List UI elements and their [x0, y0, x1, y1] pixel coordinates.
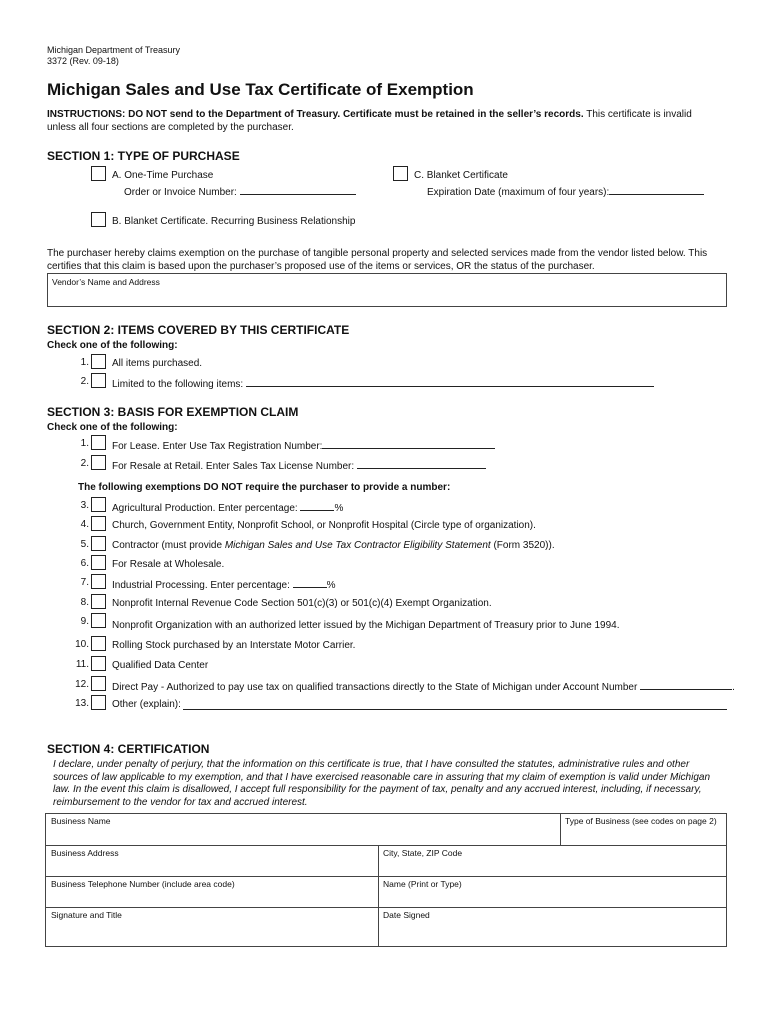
- instructions-line2: unless all four sections are completed by the purchaser.: [47, 122, 294, 133]
- item-number: 6.: [80, 558, 89, 569]
- order-number-line: [240, 184, 356, 195]
- name-print-label: Name (Print or Type): [383, 879, 462, 889]
- phone-label: Business Telephone Number (include area code): [51, 879, 235, 889]
- one-time-purchase-label: A. One-Time Purchase: [112, 170, 214, 181]
- item-number: 2.: [80, 458, 89, 469]
- resale-wholesale-checkbox[interactable]: [91, 555, 106, 570]
- irc-501c-checkbox[interactable]: [91, 594, 106, 609]
- recurring-blanket-checkbox[interactable]: [91, 212, 106, 227]
- limited-items-checkbox[interactable]: [91, 373, 106, 388]
- lease-line: [322, 438, 495, 449]
- nonprofit-letter-checkbox[interactable]: [91, 613, 106, 628]
- expiration-date-label: Expiration Date (maximum of four years):: [427, 187, 610, 198]
- expiration-date-line: [609, 184, 704, 195]
- name-print-field[interactable]: [379, 877, 726, 906]
- form-revision: 3372 (Rev. 09-18): [47, 56, 119, 66]
- item-number: 5.: [80, 539, 89, 550]
- limited-items-label: Limited to the following items:: [112, 379, 244, 390]
- business-name-field[interactable]: [46, 814, 559, 844]
- percent-suffix: %: [334, 503, 344, 514]
- rolling-stock-checkbox[interactable]: [91, 636, 106, 651]
- business-type-label: Type of Business (see codes on page 2): [565, 816, 717, 826]
- irc-501c-label: Nonprofit Internal Revenue Code Section 501(c)(3) or 501(c)(4) Exempt Organization.: [112, 598, 492, 609]
- agricultural-field[interactable]: [112, 500, 343, 515]
- item-number: 3.: [80, 500, 89, 511]
- signature-field[interactable]: [46, 908, 377, 946]
- date-signed-label: Date Signed: [383, 910, 430, 920]
- declaration-line-4: reimbursement to the vendor for tax and accrued interest.: [53, 796, 308, 808]
- direct-pay-suffix: .: [732, 682, 735, 693]
- limited-items-line: [246, 376, 654, 387]
- agricultural-label: Agricultural Production. Enter percentage:: [112, 503, 298, 514]
- item-number: 11.: [75, 659, 89, 670]
- section1-heading: SECTION 1: TYPE OF PURCHASE: [47, 149, 240, 163]
- contractor-text: Contractor (must provide: [112, 540, 225, 551]
- phone-field[interactable]: [46, 877, 377, 906]
- direct-pay-field[interactable]: [112, 679, 735, 694]
- business-name-label: Business Name: [51, 816, 111, 826]
- other-explain-line[interactable]: [183, 709, 727, 710]
- contractor-label: [112, 539, 555, 552]
- direct-pay-line: [640, 679, 732, 690]
- vendor-name-address-field[interactable]: [47, 273, 727, 307]
- resale-retail-checkbox[interactable]: [91, 455, 106, 470]
- city-state-zip-field[interactable]: [379, 846, 726, 875]
- limited-items-field[interactable]: [112, 376, 654, 391]
- item-number: 12.: [75, 679, 89, 690]
- item-number: 8.: [80, 597, 89, 608]
- agricultural-checkbox[interactable]: [91, 497, 106, 512]
- expiration-date-field[interactable]: [427, 184, 704, 199]
- contractor-checkbox[interactable]: [91, 536, 106, 551]
- agency-name: Michigan Department of Treasury: [47, 45, 181, 55]
- section2-heading: SECTION 2: ITEMS COVERED BY THIS CERTIFICATE: [47, 323, 350, 337]
- order-number-label: Order or Invoice Number:: [124, 187, 237, 198]
- industrial-label: Industrial Processing. Enter percentage:: [112, 580, 290, 591]
- item-number: 2.: [80, 376, 89, 387]
- blanket-certificate-label: C. Blanket Certificate: [414, 170, 508, 181]
- contractor-form-ref: (Form 3520)).: [490, 540, 555, 551]
- recurring-blanket-label: B. Blanket Certificate. Recurring Business Relationship: [112, 216, 356, 227]
- instructions: [47, 108, 737, 134]
- section2-check-one: Check one of the following:: [47, 340, 178, 351]
- data-center-label: Qualified Data Center: [112, 660, 209, 671]
- declaration-line-3: law. In the event this claim is disallowed, I accept full responsibility for the payment of tax, penalty and any accrued interest, including, if necessary,: [53, 784, 702, 795]
- declaration: [53, 759, 743, 809]
- blanket-certificate-checkbox[interactable]: [393, 166, 408, 181]
- vendor-label: Vendor’s Name and Address: [52, 277, 160, 287]
- resale-retail-line: [357, 458, 486, 469]
- item-number: 1.: [80, 438, 89, 449]
- section3-heading: SECTION 3: BASIS FOR EXEMPTION CLAIM: [47, 405, 299, 419]
- business-address-label: Business Address: [51, 848, 119, 858]
- order-number-field[interactable]: [124, 184, 356, 199]
- resale-retail-field[interactable]: [112, 458, 486, 473]
- claim-line-1: The purchaser hereby claims exemption on the purchase of tangible personal property and selected services made from the vendor listed below. This: [47, 248, 708, 259]
- percent-suffix: %: [326, 580, 336, 591]
- claim-statement: [47, 247, 747, 273]
- date-signed-field[interactable]: [379, 908, 726, 946]
- item-number: 10.: [75, 639, 89, 650]
- resale-wholesale-label: For Resale at Wholesale.: [112, 559, 225, 570]
- direct-pay-checkbox[interactable]: [91, 676, 106, 691]
- direct-pay-label: Direct Pay - Authorized to pay use tax on qualified transactions directly to the State of Michigan under Account Number: [112, 682, 638, 693]
- other-checkbox[interactable]: [91, 695, 106, 710]
- item-number: 1.: [80, 357, 89, 368]
- all-items-label: All items purchased.: [112, 358, 203, 369]
- data-center-checkbox[interactable]: [91, 656, 106, 671]
- item-number: 13.: [75, 698, 89, 709]
- other-label: Other (explain):: [112, 699, 181, 710]
- industrial-checkbox[interactable]: [91, 574, 106, 589]
- agricultural-line: [300, 500, 334, 511]
- rolling-stock-label: Rolling Stock purchased by an Interstate Motor Carrier.: [112, 640, 356, 651]
- lease-field[interactable]: [112, 438, 495, 453]
- section4-heading: SECTION 4: CERTIFICATION: [47, 742, 210, 756]
- item-number: 4.: [80, 519, 89, 530]
- business-type-field[interactable]: [561, 814, 726, 844]
- nonprofit-entity-label: Church, Government Entity, Nonprofit School, or Nonprofit Hospital (Circle type of organization).: [112, 520, 536, 531]
- item-number: 7.: [80, 577, 89, 588]
- claim-line-2: certifies that this claim is based upon the purchaser’s proposed use of the items or services, OR the status of the purchaser.: [47, 261, 595, 272]
- no-number-note: The following exemptions DO NOT require the purchaser to provide a number:: [78, 482, 451, 493]
- contractor-statement-title: Michigan Sales and Use Tax Contractor Eligibility Statement: [224, 540, 491, 551]
- nonprofit-letter-label: Nonprofit Organization with an authorized letter issued by the Michigan Department of Treasury prior to June 1994.: [112, 620, 620, 631]
- section3-check-one: Check one of the following:: [47, 422, 178, 433]
- one-time-purchase-checkbox[interactable]: [91, 166, 106, 181]
- page-title: Michigan Sales and Use Tax Certificate of Exemption: [47, 80, 474, 99]
- instructions-rest: This certificate is invalid: [583, 109, 692, 120]
- business-address-field[interactable]: [46, 846, 377, 875]
- lease-checkbox[interactable]: [91, 435, 106, 450]
- signature-label: Signature and Title: [51, 910, 122, 920]
- industrial-line: [293, 577, 327, 588]
- all-items-checkbox[interactable]: [91, 354, 106, 369]
- instructions-bold: INSTRUCTIONS: DO NOT send to the Department of Treasury. Certificate must be retained in the seller’s records.: [47, 109, 584, 120]
- item-number: 9.: [80, 616, 89, 627]
- resale-retail-label: For Resale at Retail. Enter Sales Tax License Number:: [112, 461, 355, 472]
- industrial-field[interactable]: [112, 577, 336, 592]
- declaration-line-2: sources of law applicable to my exemption, and that I have exercised reasonable care in assuring that my claim of exemption is valid under Michigan: [53, 771, 711, 783]
- declaration-line-1: I declare, under penalty of perjury, that the information on this certificate is true, that I have consulted the statutes, administrative rules and other: [53, 759, 690, 770]
- nonprofit-entity-checkbox[interactable]: [91, 516, 106, 531]
- lease-label: For Lease. Enter Use Tax Registration Number:: [112, 441, 323, 452]
- city-state-zip-label: City, State, ZIP Code: [383, 848, 463, 858]
